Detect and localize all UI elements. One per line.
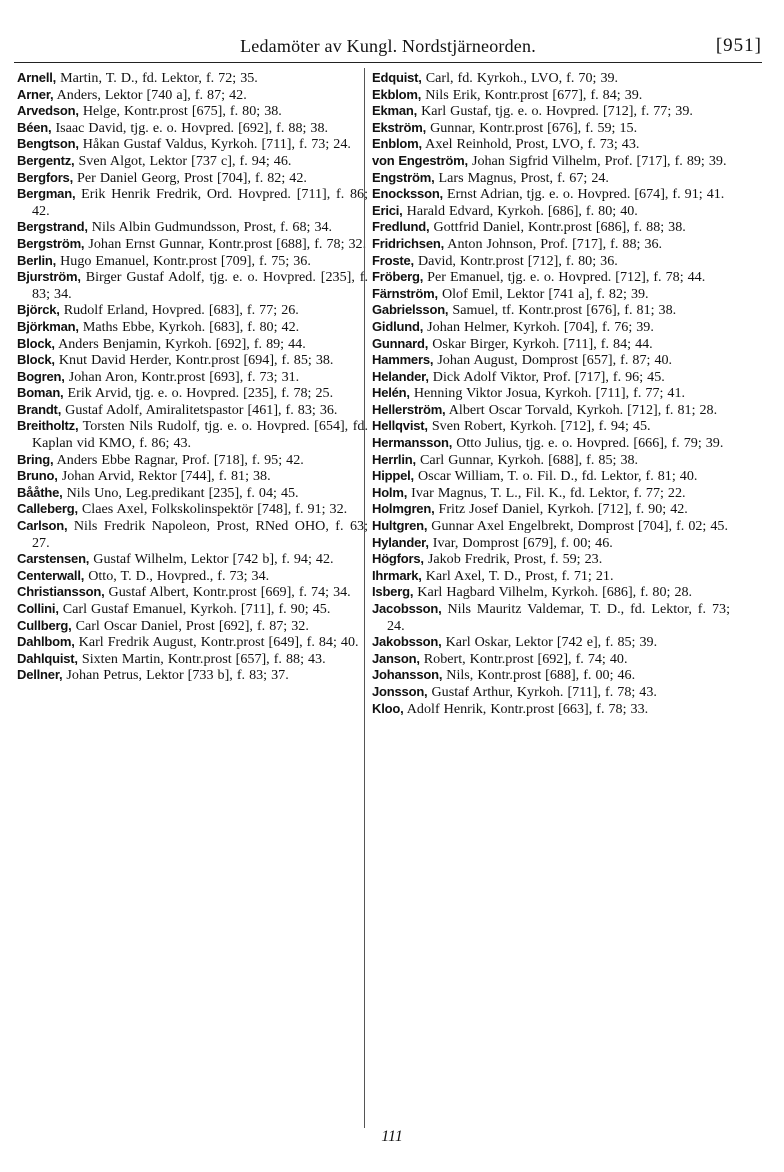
entry-surname: Breitholtz, xyxy=(17,418,79,434)
entry-details: Karl Fredrik August, Kontr.prost [649], f. 84; 40. xyxy=(78,634,359,651)
entry-details: Karl Gustaf, tjg. e. o. Hovpred. [712], f. 77; 39. xyxy=(421,103,693,120)
entry-surname: Gunnard, xyxy=(372,335,429,351)
register-entry xyxy=(17,219,368,236)
register-entry xyxy=(17,87,368,104)
entry-details: Anders Ebbe Ragnar, Prof. [718], f. 95; 42. xyxy=(56,451,304,468)
page-reference: [951] xyxy=(715,35,762,56)
entry-surname: Bengtson, xyxy=(17,136,79,152)
register-entry xyxy=(17,369,368,386)
register-entry xyxy=(17,269,368,302)
entry-surname: Hellqvist, xyxy=(372,418,428,434)
entry-details: Dick Adolf Viktor, Prof. [717], f. 96; 45. xyxy=(432,368,665,385)
entry-details: Gustaf Arthur, Kyrkoh. [711], f. 78; 43. xyxy=(431,683,657,700)
entry-surname: Holmgren, xyxy=(372,501,435,517)
entry-details: Birger Gustaf Adolf, tjg. e. o. Hovpred. [235], f. 83; 34. xyxy=(32,269,368,302)
register-entry xyxy=(372,485,730,502)
entry-details: Maths Ebbe, Kyrkoh. [683], f. 80; 42. xyxy=(82,318,300,335)
entry-surname: Ekblom, xyxy=(372,86,422,102)
entry-surname: Dahlquist, xyxy=(17,650,78,666)
entry-details: Albert Oscar Torvald, Kyrkoh. [712], f. 81; 28. xyxy=(448,401,718,418)
register-entry xyxy=(17,253,368,270)
entry-details: Lars Magnus, Prost, f. 67; 24. xyxy=(438,169,609,186)
register-entry xyxy=(372,136,730,153)
right-column xyxy=(372,70,730,1125)
register-entry xyxy=(372,452,730,469)
register-entry xyxy=(372,269,730,286)
entry-details: Gustaf Wilhelm, Lektor [742 b], f. 94; 42. xyxy=(93,551,334,568)
entry-surname: Holm, xyxy=(372,484,408,500)
entry-details: Erik Arvid, tjg. e. o. Hovpred. [235], f. 78; 25. xyxy=(67,385,334,402)
entry-surname: Johansson, xyxy=(372,667,443,683)
register-entry xyxy=(17,485,368,502)
entry-details: Anders Benjamin, Kyrkoh. [692], f. 89; 44. xyxy=(58,335,306,352)
register-entry xyxy=(372,302,730,319)
entry-details: Adolf Henrik, Kontr.prost [663], f. 78; 33. xyxy=(406,700,649,717)
entry-surname: Ihrmark, xyxy=(372,567,422,583)
register-entry xyxy=(372,402,730,419)
register-entry xyxy=(372,103,730,120)
entry-surname: Arnell, xyxy=(17,70,57,85)
entry-surname: Ekström, xyxy=(372,119,427,135)
column-divider xyxy=(364,68,365,1128)
entry-details: Carl, fd. Kyrkoh., LVO, f. 70; 39. xyxy=(425,70,619,86)
entry-details: Gunnar, Kontr.prost [676], f. 59; 15. xyxy=(430,119,638,136)
register-entry xyxy=(372,319,730,336)
entry-surname: Bruno, xyxy=(17,468,58,484)
entry-surname: Bogren, xyxy=(17,368,65,384)
left-column xyxy=(17,70,368,1125)
register-entry xyxy=(17,568,368,585)
entry-surname: Enocksson, xyxy=(372,186,443,202)
register-entry xyxy=(17,452,368,469)
entry-details: Nils Mauritz Valdemar, T. D., fd. Lektor, f. 73; 24. xyxy=(387,601,730,634)
entry-details: David, Kontr.prost [712], f. 80; 36. xyxy=(417,252,618,269)
register-entry xyxy=(17,103,368,120)
register-entry xyxy=(372,667,730,684)
entry-surname: Calleberg, xyxy=(17,501,78,517)
entry-surname: Dellner, xyxy=(17,667,63,683)
entry-surname: Jacobsson, xyxy=(372,601,442,616)
register-entry xyxy=(17,385,368,402)
entry-surname: Hermansson, xyxy=(372,435,453,451)
entry-details: Sven Robert, Kyrkoh. [712], f. 94; 45. xyxy=(431,418,651,435)
register-entry xyxy=(17,186,368,219)
entry-details: Per Emanuel, tjg. e. o. Hovpred. [712], f. 78; 44. xyxy=(427,269,706,286)
entry-surname: Carstensen, xyxy=(17,551,90,567)
entry-details: Knut David Herder, Kontr.prost [694], f. 85; 38. xyxy=(58,352,334,369)
entry-details: Olof Emil, Lektor [741 a], f. 82; 39. xyxy=(441,285,649,302)
register-entry xyxy=(372,286,730,303)
entry-surname: Boman, xyxy=(17,385,64,401)
entry-details: Karl Hagbard Vilhelm, Kyrkoh. [686], f. 80; 28. xyxy=(417,584,693,601)
entry-surname: Cullberg, xyxy=(17,617,72,633)
entry-surname: Collini, xyxy=(17,601,59,616)
entry-details: Johan Petrus, Lektor [733 b], f. 83; 37. xyxy=(66,667,289,684)
register-entry xyxy=(372,70,730,87)
entry-details: Martin, T. D., fd. Lektor, f. 72; 35. xyxy=(60,70,258,86)
entry-surname: Béen, xyxy=(17,119,52,135)
register-entry xyxy=(372,87,730,104)
running-title: Ledamöter av Kungl. Nordstjärneorden. xyxy=(240,36,536,56)
entry-details: Fritz Josef Daniel, Kyrkoh. [712], f. 90; 42. xyxy=(438,501,688,518)
entry-surname: von Engeström, xyxy=(372,152,468,168)
entry-surname: Gabrielsson, xyxy=(372,302,449,318)
register-entry xyxy=(17,667,368,684)
entry-details: Carl Gunnar, Kyrkoh. [688], f. 85; 38. xyxy=(419,451,639,468)
entry-details: Isaac David, tjg. e. o. Hovpred. [692], f. 88; 38. xyxy=(55,119,329,136)
register-entry xyxy=(372,369,730,386)
entry-surname: Bjurström, xyxy=(17,269,81,285)
register-entry xyxy=(372,170,730,187)
register-entry xyxy=(372,501,730,518)
entry-surname: Block, xyxy=(17,335,55,351)
entry-surname: Kloo, xyxy=(372,700,404,716)
entry-details: Harald Edvard, Kyrkoh. [686], f. 80; 40. xyxy=(406,202,638,219)
entry-details: Johan Arvid, Rektor [744], f. 81; 38. xyxy=(61,468,271,485)
register-entry xyxy=(17,120,368,137)
entry-details: Oskar Birger, Kyrkoh. [711], f. 84; 44. xyxy=(432,335,653,352)
entry-details: Nils Uno, Leg.predikant [235], f. 04; 45. xyxy=(66,484,299,501)
entry-details: Jakob Fredrik, Prost, f. 59; 23. xyxy=(427,551,603,568)
register-entry xyxy=(17,352,368,369)
entry-surname: Dahlbom, xyxy=(17,634,75,650)
entry-details: Gustaf Albert, Kontr.prost [669], f. 74; 34. xyxy=(108,584,351,601)
register-entry xyxy=(372,336,730,353)
entry-surname: Froste, xyxy=(372,252,414,268)
entry-surname: Ekman, xyxy=(372,103,418,119)
entry-details: Axel Reinhold, Prost, LVO, f. 73; 43. xyxy=(425,136,640,153)
entry-surname: Fröberg, xyxy=(372,269,424,285)
register-entry xyxy=(372,601,730,634)
register-entry xyxy=(17,70,368,87)
register-entry xyxy=(17,418,368,451)
register-entry xyxy=(372,352,730,369)
entry-details: Johan Ernst Gunnar, Kontr.prost [688], f. 78; 32. xyxy=(88,235,367,252)
entry-details: Erik Henrik Fredrik, Ord. Hovpred. [711], f. 86; 42. xyxy=(32,186,368,219)
entry-details: Oscar William, T. o. Fil. D., fd. Lektor, f. 81; 40. xyxy=(417,468,698,485)
entry-details: Robert, Kontr.prost [692], f. 74; 40. xyxy=(423,650,628,667)
entry-details: Helge, Kontr.prost [675], f. 80; 38. xyxy=(82,103,282,120)
register-entry xyxy=(372,385,730,402)
entry-surname: Engström, xyxy=(372,169,435,185)
entry-surname: Bergfors, xyxy=(17,169,73,185)
register-entry xyxy=(17,618,368,635)
entry-surname: Christiansson, xyxy=(17,584,105,600)
entry-surname: Berlin, xyxy=(17,252,57,268)
entry-details: Torsten Nils Rudolf, tjg. e. o. Hovpred. [654], fd. Kaplan vid KMO, f. 86; 43. xyxy=(32,418,368,452)
register-entry xyxy=(17,302,368,319)
entry-surname: Fridrichsen, xyxy=(372,235,445,251)
entry-surname: Herrlin, xyxy=(372,451,416,467)
entry-surname: Fredlund, xyxy=(372,219,430,235)
entry-surname: Arner, xyxy=(17,86,54,102)
register-entry xyxy=(372,203,730,220)
entry-details: Hugo Emanuel, Kontr.prost [709], f. 75; 36. xyxy=(60,252,311,269)
entry-details: Nils Fredrik Napoleon, Prost, RNed OHO, f. 63; 27. xyxy=(32,518,368,551)
entry-surname: Jonsson, xyxy=(372,683,428,699)
register-entry xyxy=(372,435,730,452)
entry-details: Johan Aron, Kontr.prost [693], f. 73; 31. xyxy=(68,368,300,385)
register-entry xyxy=(372,701,730,718)
entry-details: Gottfrid Daniel, Kontr.prost [686], f. 88; 38. xyxy=(433,219,686,236)
entry-surname: Janson, xyxy=(372,650,420,666)
entry-surname: Isberg, xyxy=(372,584,414,600)
entry-surname: Erici, xyxy=(372,202,403,218)
entry-surname: Bergstrand, xyxy=(17,219,88,235)
entry-details: Anders, Lektor [740 a], f. 87; 42. xyxy=(56,86,247,103)
register-entry xyxy=(372,535,730,552)
register-entry xyxy=(17,236,368,253)
entry-details: Samuel, tf. Kontr.prost [676], f. 81; 38. xyxy=(452,302,677,319)
register-entry xyxy=(372,684,730,701)
entry-details: Karl Oskar, Lektor [742 e], f. 85; 39. xyxy=(445,634,658,651)
register-entry xyxy=(372,236,730,253)
register-entry xyxy=(17,402,368,419)
entry-details: Otto Julius, tjg. e. o. Hovpred. [666], f. 79; 39. xyxy=(456,435,724,452)
register-entry xyxy=(17,153,368,170)
entry-surname: Hammers, xyxy=(372,352,434,368)
entry-details: Nils, Kontr.prost [688], f. 00; 46. xyxy=(446,667,636,684)
register-entry xyxy=(17,584,368,601)
entry-details: Gunnar Axel Engelbrekt, Domprost [704], f. 02; 45. xyxy=(431,518,728,535)
page-header xyxy=(14,30,762,63)
register-entry xyxy=(372,634,730,651)
register-entry xyxy=(372,253,730,270)
register-entry xyxy=(17,336,368,353)
entry-surname: Jakobsson, xyxy=(372,634,442,650)
register-entry xyxy=(372,584,730,601)
entry-surname: Brandt, xyxy=(17,401,62,417)
entry-surname: Hultgren, xyxy=(372,518,428,534)
entry-surname: Färnström, xyxy=(372,285,438,301)
entry-surname: Bååthe, xyxy=(17,484,63,500)
entry-surname: Björkman, xyxy=(17,318,79,334)
entry-details: Nils Albin Gudmundsson, Prost, f. 68; 34. xyxy=(91,219,333,236)
entry-details: Rudolf Erland, Hovpred. [683], f. 77; 26. xyxy=(63,302,299,319)
register-entry xyxy=(17,518,368,551)
register-entry xyxy=(372,551,730,568)
register-entry xyxy=(372,186,730,203)
entry-surname: Gidlund, xyxy=(372,318,424,334)
entry-surname: Bergström, xyxy=(17,235,85,251)
entry-surname: Helén, xyxy=(372,385,410,401)
entry-surname: Hellerström, xyxy=(372,401,446,417)
entry-surname: Enblom, xyxy=(372,136,422,152)
entry-details: Anton Johnson, Prof. [717], f. 88; 36. xyxy=(447,235,663,252)
entry-details: Johan Sigfrid Vilhelm, Prof. [717], f. 89; 39. xyxy=(471,152,727,169)
entry-details: Carl Oscar Daniel, Prost [692], f. 87; 32. xyxy=(75,617,309,634)
entry-surname: Bergentz, xyxy=(17,152,75,168)
entry-details: Claes Axel, Folkskolinspektör [748], f. 91; 32. xyxy=(81,501,348,518)
entry-details: Sven Algot, Lektor [737 c], f. 94; 46. xyxy=(78,152,292,169)
entry-surname: Hippel, xyxy=(372,468,414,484)
entry-details: Carl Gustaf Emanuel, Kyrkoh. [711], f. 90; 45. xyxy=(62,601,331,617)
entry-details: Ivar Magnus, T. L., Fil. K., fd. Lektor, f. 77; 22. xyxy=(411,484,686,501)
entry-surname: Centerwall, xyxy=(17,567,85,583)
entry-details: Henning Viktor Josua, Kyrkoh. [711], f. 77; 41. xyxy=(413,385,686,402)
entry-surname: Helander, xyxy=(372,368,429,384)
register-entry xyxy=(17,634,368,651)
register-entry xyxy=(372,418,730,435)
register-entry xyxy=(17,319,368,336)
entry-details: Johan August, Domprost [657], f. 87; 40. xyxy=(437,352,673,369)
entry-surname: Arvedson, xyxy=(17,103,79,119)
entry-details: Gustaf Adolf, Amiralitetspastor [461], f. 83; 36. xyxy=(65,401,338,418)
register-entry xyxy=(17,501,368,518)
entry-surname: Edquist, xyxy=(372,70,422,85)
entry-details: Håkan Gustaf Valdus, Kyrkoh. [711], f. 73; 24. xyxy=(82,136,351,153)
entry-surname: Högfors, xyxy=(372,551,424,567)
entry-details: Per Daniel Georg, Prost [704], f. 82; 42. xyxy=(77,169,307,186)
page-number: 111 xyxy=(381,1128,403,1145)
entry-details: Ernst Adrian, tjg. e. o. Hovpred. [674], f. 91; 41. xyxy=(447,186,725,203)
entry-surname: Hylander, xyxy=(372,534,429,550)
register-entry xyxy=(17,601,368,618)
entry-surname: Bergman, xyxy=(17,186,76,202)
register-entry xyxy=(372,219,730,236)
register-entry xyxy=(372,518,730,535)
entry-surname: Block, xyxy=(17,352,55,368)
register-entry xyxy=(372,651,730,668)
register-entry xyxy=(372,153,730,170)
register-entry xyxy=(372,568,730,585)
register-entry xyxy=(17,551,368,568)
register-entry xyxy=(372,120,730,137)
entry-details: Ivar, Domprost [679], f. 00; 46. xyxy=(432,534,613,551)
register-entry xyxy=(372,468,730,485)
register-entry xyxy=(17,651,368,668)
entry-details: Nils Erik, Kontr.prost [677], f. 84; 39. xyxy=(425,86,643,103)
register-entry xyxy=(17,136,368,153)
entry-details: Johan Helmer, Kyrkoh. [704], f. 76; 39. xyxy=(427,318,654,335)
entry-details: Otto, T. D., Hovpred., f. 73; 34. xyxy=(88,567,270,584)
entry-surname: Björck, xyxy=(17,302,60,318)
register-entry xyxy=(17,468,368,485)
register-entry xyxy=(17,170,368,187)
entry-surname: Carlson, xyxy=(17,518,68,534)
entry-details: Karl Axel, T. D., Prost, f. 71; 21. xyxy=(425,567,614,584)
entry-details: Sixten Martin, Kontr.prost [657], f. 88; 43. xyxy=(81,650,326,667)
entry-surname: Bring, xyxy=(17,451,54,467)
